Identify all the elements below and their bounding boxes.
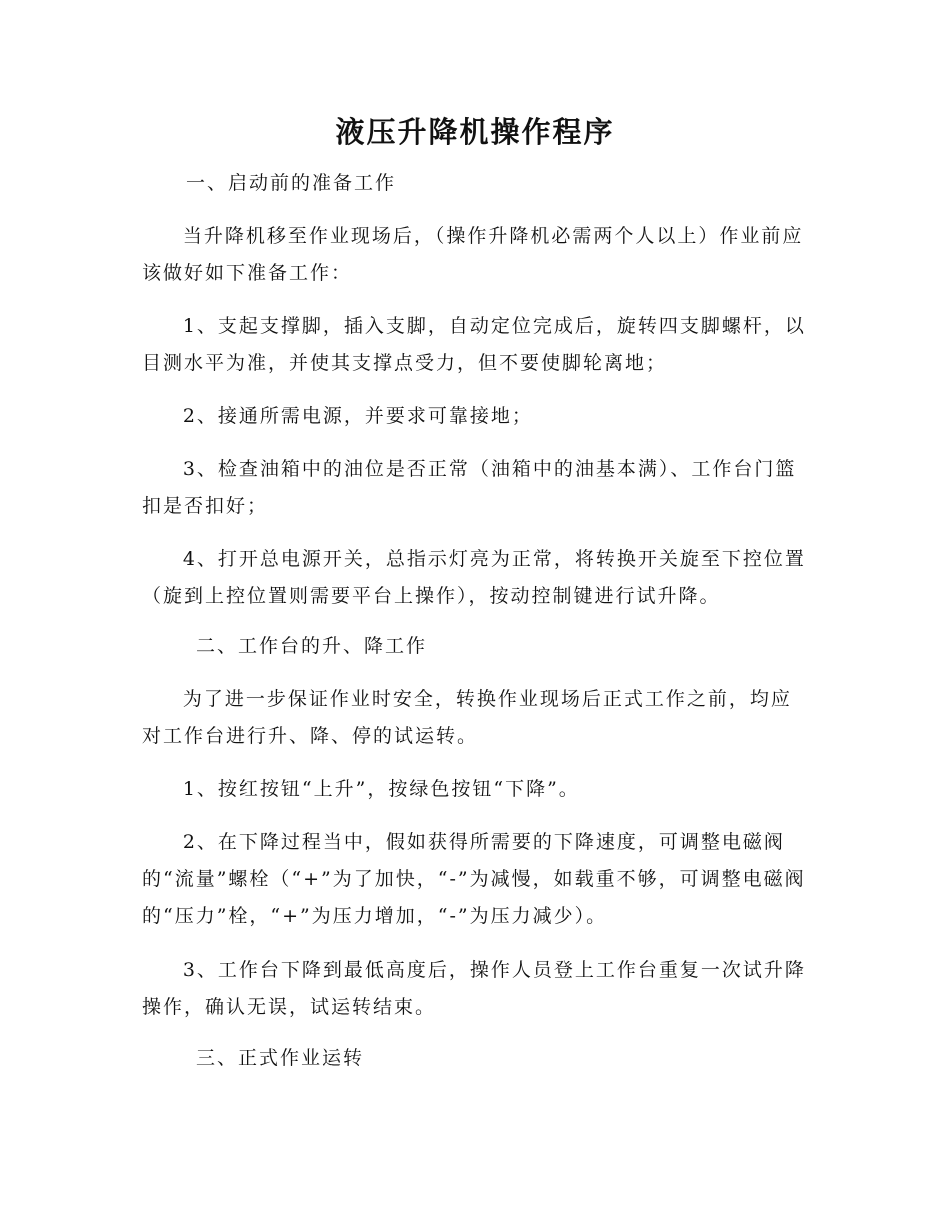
section-2-item-3: 3、工作台下降到最低高度后，操作人员登上工作台重复一次试升降操作，确认无误，试运转结束。 [142, 959, 806, 1018]
section-2-item-2: 2、在下降过程当中，假如获得所需要的下降速度，可调整电磁阀的“流量”螺栓（“+”为了加快，“-”为减慢，如载重不够，可调整电磁阀的“压力”栓，“+”为压力增加，“-”为压力减少）。 [142, 831, 806, 927]
section-heading-3: 三、正式作业运转 [196, 1047, 365, 1069]
section-heading-1: 一、启动前的准备工作 [186, 172, 397, 194]
document-title: 液压升降机操作程序 [335, 115, 615, 149]
section-1-item-2: 2、接通所需电源，并要求可靠接地； [182, 405, 533, 427]
section-1-item-1: 1、支起支撑脚，插入支脚，自动定位完成后，旋转四支脚螺杆，以目测水平为准，并使其支撑点受力，但不要使脚轮离地； [142, 315, 806, 374]
section-1-intro: 当升降机移至作业现场后，（操作升降机必需两个人以上）作业前应该做好如下准备工作： [142, 225, 804, 284]
section-2-intro: 为了进一步保证作业时安全，转换作业现场后正式工作之前，均应对工作台进行升、降、停的试运转。 [142, 688, 792, 747]
section-heading-2: 二、工作台的升、降工作 [196, 635, 428, 657]
section-1-item-3: 3、检查油箱中的油位是否正常（油箱中的油基本满）、工作台门篮扣是否扣好； [142, 458, 797, 517]
section-1-item-4: 4、打开总电源开关，总指示灯亮为正常，将转换开关旋至下控位置（旋到上控位置则需要平台上操作），按动控制键进行试升降。 [142, 548, 806, 607]
section-2-item-1: 1、按红按钮“上升”，按绿色按钮“下降”。 [182, 778, 580, 800]
